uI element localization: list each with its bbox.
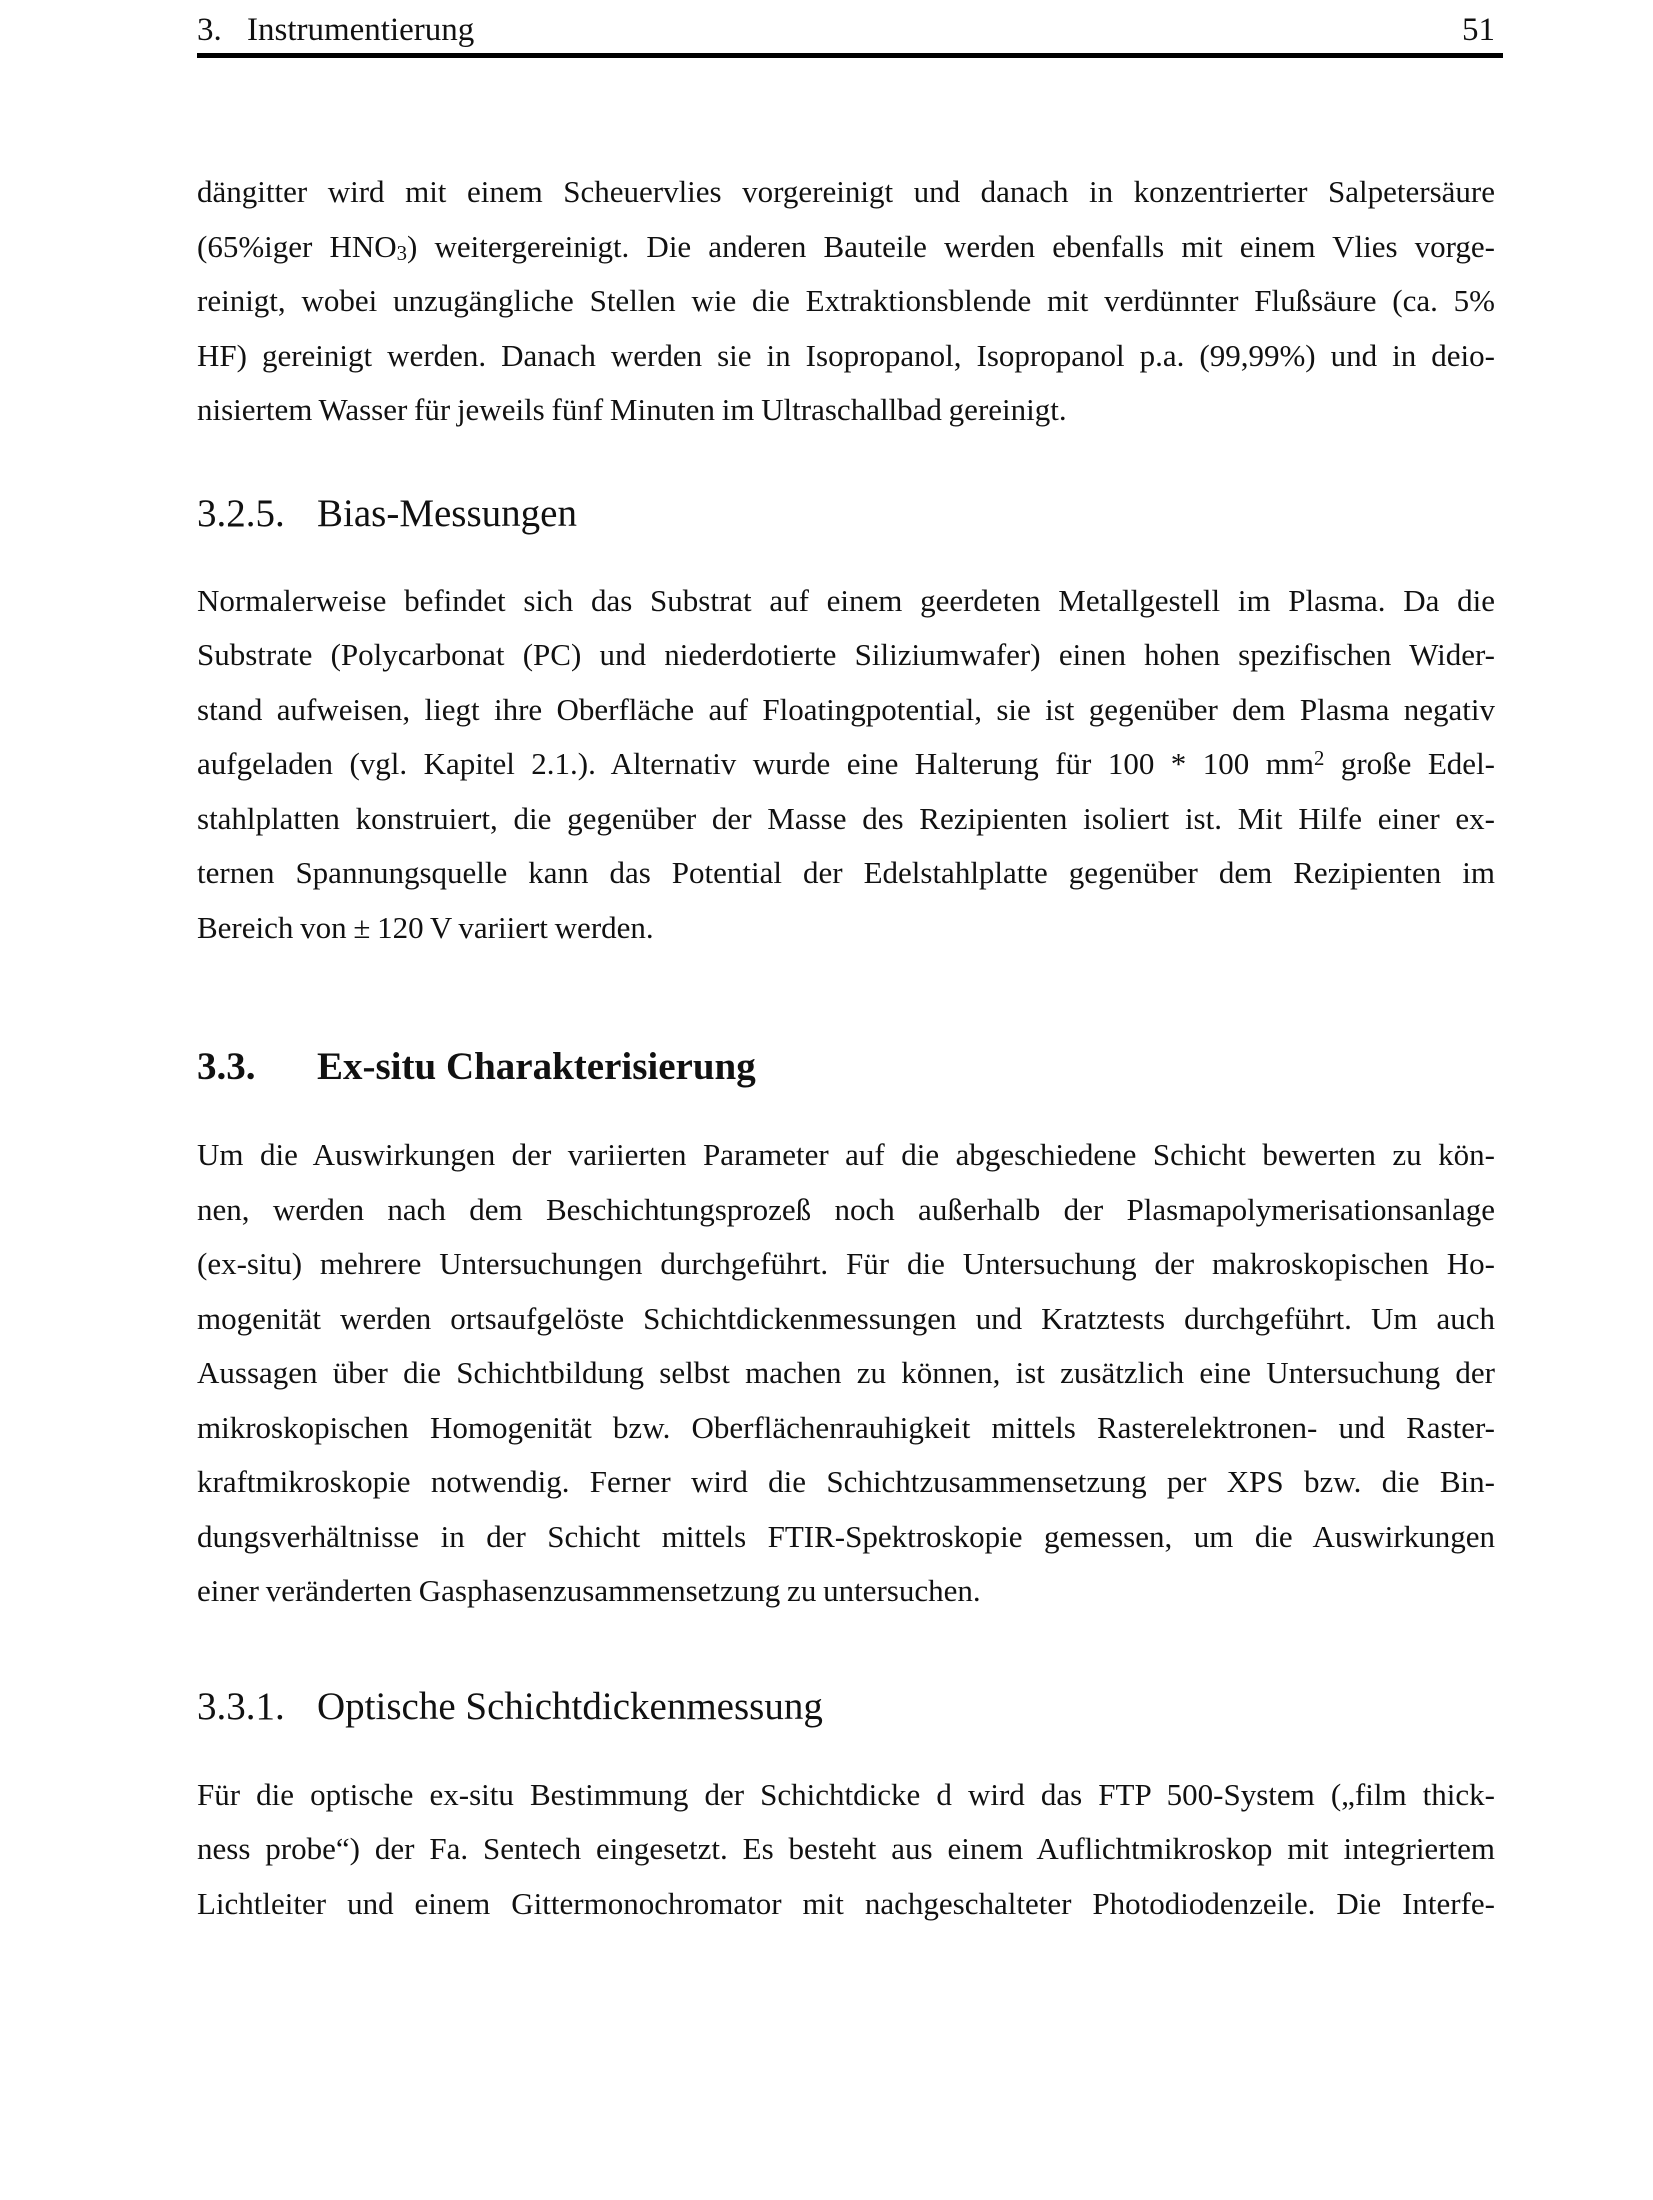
section-title: Optische Schichtdickenmessung (317, 1684, 823, 1728)
section-heading-3-3-1 (197, 1680, 1495, 1734)
text-line: (ex-situ) mehrere Untersuchungen durchgeführt. Für die Untersuchung der makroskopischen Ho- (197, 1246, 1495, 1281)
page-number: 51 (1462, 12, 1495, 48)
text-line: mogenität werden ortsaufgelöste Schichtdickenmessungen und Kratztests durchgeführt. Um auch (197, 1300, 1495, 1336)
chapter-title: Instrumentierung (247, 12, 475, 48)
running-chapter (197, 10, 474, 50)
text-line: stahlplatten konstruiert, die gegenüber der Masse des Rezipienten isoliert ist. Mit Hilfe einer ex- (197, 800, 1495, 836)
text-line: stand aufweisen, liegt ihre Oberfläche auf Floatingpotential, sie ist gegenüber dem Plasma negativ (197, 691, 1495, 727)
text-segment: (65%iger HNO (197, 228, 397, 264)
text-line: ternen Spannungsquelle kann das Potential der Edelstahlplatte gegenüber dem Rezipienten im (197, 855, 1495, 890)
text-line: nen, werden nach dem Beschichtungsprozeß noch außerhalb der Plasmapolymerisationsanlage (197, 1191, 1495, 1227)
header-rule (197, 53, 1503, 58)
text-segment: große Edel- (1324, 746, 1496, 781)
section-heading-3-2-5 (197, 487, 1495, 541)
paragraph-optical-thickness (197, 1768, 1495, 1932)
text-line: Substrate (Polycarbonat (PC) und niederdotierte Siliziumwafer) einen hohen spezifischen Wider- (197, 637, 1495, 672)
text-segment: ) weitergereinigt. Die anderen Bauteile werden ebenfalls mit einem Vlies vorge- (407, 228, 1495, 264)
superscript: 2 (1313, 746, 1325, 770)
section-number: 3.3.1. (197, 1684, 285, 1728)
text-line: Aussagen über die Schichtbildung selbst machen zu können, ist zusätzlich eine Untersuchung der (197, 1355, 1495, 1390)
chapter-number: 3. (197, 12, 222, 48)
text-line: Normalerweise befindet sich das Substrat auf einem geerdeten Metallgestell im Plasma. Da die (197, 582, 1495, 618)
text-line: mikroskopischen Homogenität bzw. Oberflächenrauhigkeit mittels Rasterelektronen- und Raster- (197, 1409, 1495, 1445)
text-line: reinigt, wobei unzugängliche Stellen wie die Extraktionsblende mit verdünnter Flußsäure (ca. 5% (197, 283, 1495, 318)
subscript: 3 (396, 242, 408, 266)
section-heading-3-3 (197, 1040, 1495, 1094)
text-segment: aufgeladen (vgl. Kapitel 2.1.). Alternativ wurde eine Halterung für 100 * 100 mm (197, 746, 1314, 781)
text-line (197, 220, 1495, 275)
section-title: Ex-situ Charakterisierung (317, 1045, 756, 1088)
text-line: kraftmikroskopie notwendig. Ferner wird die Schichtzusammensetzung per XPS bzw. die Bin- (197, 1464, 1495, 1499)
section-title: Bias-Messungen (317, 491, 577, 535)
text-line: Lichtleiter und einem Gittermonochromator mit nachgeschalteter Photodiodenzeile. Die Interfe- (197, 1885, 1495, 1921)
text-line (197, 737, 1495, 792)
page-body (197, 165, 1495, 1931)
paragraph-bias (197, 574, 1495, 956)
text-line: Bereich von ± 120 V variiert werden. (197, 909, 654, 945)
text-line: ness probe“) der Fa. Sentech eingesetzt. Es besteht aus einem Auflichtmikroskop mit integriertem (197, 1831, 1495, 1866)
text-line: einer veränderten Gasphasenzusammensetzung zu untersuchen. (197, 1573, 981, 1608)
text-line: HF) gereinigt werden. Danach werden sie in Isopropanol, Isopropanol p.a. (99,99%) und in deio- (197, 337, 1495, 373)
paragraph-cleaning (197, 165, 1495, 438)
text-line: Für die optische ex-situ Bestimmung der Schichtdicke d wird das FTP 500-System („film thick- (197, 1776, 1495, 1812)
section-number: 3.3. (197, 1045, 256, 1088)
page-header (197, 0, 1495, 50)
text-line: dängitter wird mit einem Scheuervlies vorgereinigt und danach in konzentrierter Salpetersäure (197, 174, 1495, 209)
text-line: dungsverhältnisse in der Schicht mittels FTIR-Spektroskopie gemessen, um die Auswirkungen (197, 1518, 1495, 1554)
section-number: 3.2.5. (197, 491, 285, 535)
text-line: Um die Auswirkungen der variierten Parameter auf die abgeschiedene Schicht bewerten zu kön- (197, 1137, 1495, 1172)
paragraph-ex-situ (197, 1128, 1495, 1619)
text-line: nisiertem Wasser für jeweils fünf Minuten im Ultraschallbad gereinigt. (197, 392, 1067, 427)
